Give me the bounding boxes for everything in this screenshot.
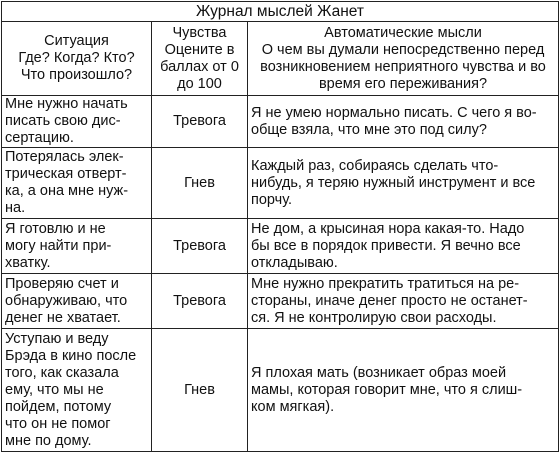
situation-cell: Я готовлю и не могу найти при- хватку. xyxy=(2,219,152,274)
header-thoughts: Автоматические мысли О чем вы думали непосредственно перед возникновением неприятного чувства и во время его переживания? xyxy=(248,22,559,96)
thought-cell: Каждый раз, собираясь сделать что- нибудь, я теряю нужный инструмент и все порчу. xyxy=(248,148,559,219)
table-row xyxy=(2,96,559,148)
situation-cell: Мне нужно начать писать свою дис- сертацию. xyxy=(2,96,152,148)
feeling-cell: Тревога xyxy=(152,274,248,329)
situation-cell: Уступаю и веду Брэда в кино после того, как сказала ему, что мы не пойдем, потому что он не помог мне по дому. xyxy=(2,329,152,452)
feeling-cell: Тревога xyxy=(152,96,248,148)
header-row xyxy=(2,22,559,96)
feeling-cell: Тревога xyxy=(152,219,248,274)
table-row xyxy=(2,329,559,452)
table-row xyxy=(2,148,559,219)
feeling-cell: Гнев xyxy=(152,329,248,452)
thought-cell: Я плохая мать (возникает образ моей мамы, которая говорит мне, что я слиш- ком мягкая). xyxy=(248,329,559,452)
header-feelings: Чувства Оцените в баллах от 0 до 100 xyxy=(152,22,248,96)
table-row xyxy=(2,274,559,329)
table-title: Журнал мыслей Жанет xyxy=(2,2,559,22)
feeling-cell: Гнев xyxy=(152,148,248,219)
header-situation: Ситуация Где? Когда? Кто? Что произошло? xyxy=(2,22,152,96)
situation-cell: Проверяю счет и обнаруживаю, что денег не хватает. xyxy=(2,274,152,329)
table-row xyxy=(2,219,559,274)
situation-cell: Потерялась элек- трическая отверт- ка, а она мне нуж- на. xyxy=(2,148,152,219)
table-title-row xyxy=(2,2,559,22)
thought-cell: Я не умею нормально писать. С чего я во- обще взяла, что мне это под силу? xyxy=(248,96,559,148)
thought-cell: Мне нужно прекратить тратиться на ре- стораны, иначе денег просто не останет- ся. Я не контролирую свои расходы. xyxy=(248,274,559,329)
thought-journal-table xyxy=(1,1,559,452)
thought-cell: Не дом, а крысиная нора какая-то. Надо бы все в порядок привести. Я вечно все откладываю. xyxy=(248,219,559,274)
